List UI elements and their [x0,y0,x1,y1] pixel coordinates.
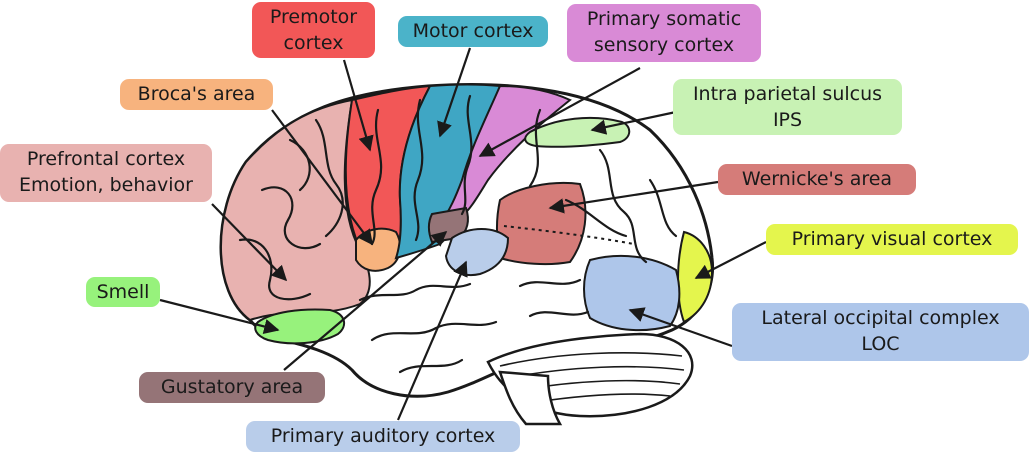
label-line: Gustatory area [160,376,304,398]
label-line: Emotion, behavior [18,174,193,196]
label-line: Prefrontal cortex [26,148,186,170]
label-line: cortex [283,32,344,54]
label-line: Broca's area [137,83,256,105]
label-primary-visual-cortex [766,224,1018,255]
label-line: Smell [96,281,150,303]
label-gustatory-area [139,372,325,403]
label-line: Lateral occipital complex [761,307,1000,329]
label-motor-cortex [398,16,548,47]
label-line: Premotor [269,6,358,28]
wernicke-region [497,183,585,264]
label-line: Primary visual cortex [791,228,993,250]
label-prefrontal-cortex [0,144,212,202]
label-primary-auditory-cortex [246,421,520,452]
label-line: Wernicke's area [741,168,893,190]
label-smell [86,277,160,307]
label-line: IPS [772,109,803,131]
label-intra-parietal-sulcus [673,79,902,135]
label-brocas-area [120,79,273,110]
label-line: Motor cortex [412,20,534,42]
label-line: LOC [861,333,900,355]
label-line: Primary somatic [586,8,742,30]
label-line: sensory cortex [593,34,735,56]
broca-region [356,229,400,271]
label-lateral-occipital-complex [732,303,1029,361]
label-line: Primary auditory cortex [270,425,496,447]
label-line: Intra parietal sulcus [692,83,883,105]
label-premotor-cortex [252,2,375,58]
loc-region [584,256,679,330]
label-wernickes-area [718,164,916,195]
label-primary-somatic-sensory-cortex [567,4,761,62]
